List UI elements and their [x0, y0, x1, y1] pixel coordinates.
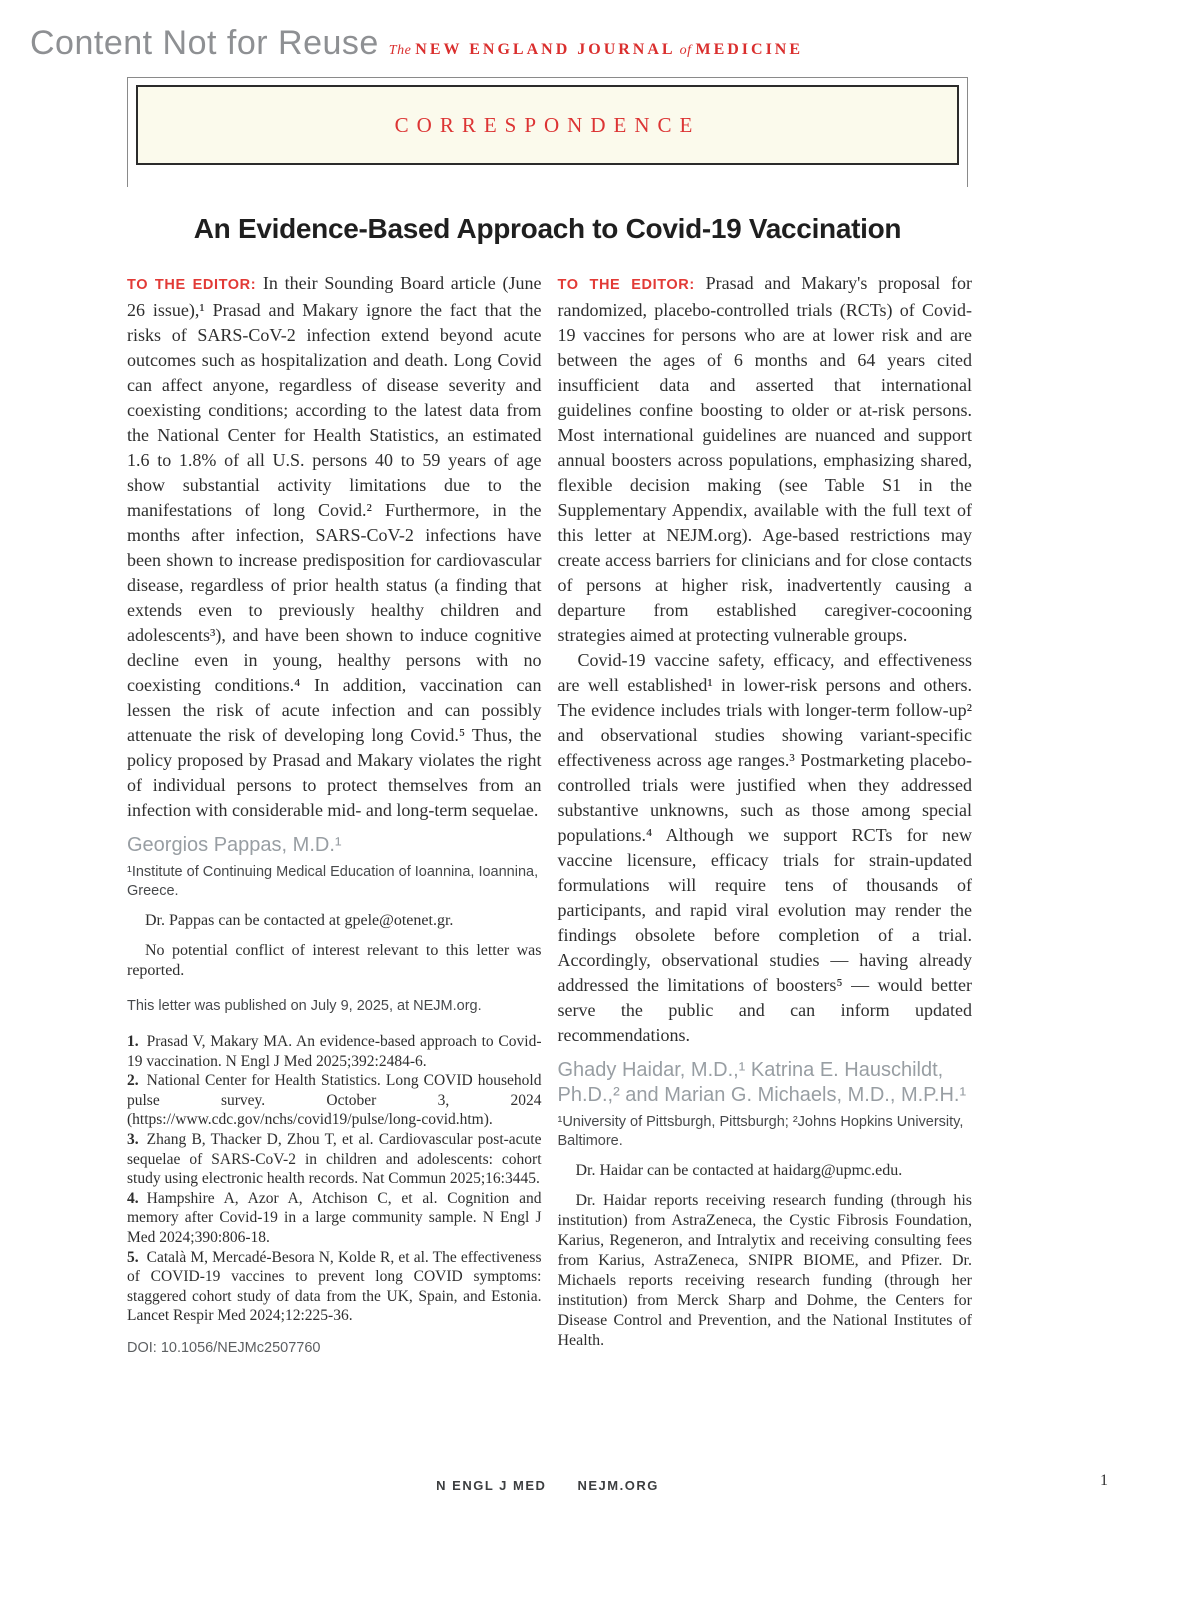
reference-2-text: National Center for Health Statistics. Long COVID household pulse survey. October 3, 2024 (https://www.cdc.gov/nchs/covid19/pulse/long-covid.htm). [127, 1072, 542, 1129]
page-number: 1 [1100, 1472, 1108, 1489]
letter-1-affiliation: ¹Institute of Continuing Medical Education of Ioannina, Ioannina, Greece. [127, 864, 539, 899]
footer-site: NEJM.ORG [577, 1478, 659, 1493]
reference-5-number: 5. [127, 1248, 139, 1266]
letter-2-affiliation: ¹University of Pittsburgh, Pittsburgh; ²Johns Hopkins University, Baltimore. [557, 1114, 964, 1149]
masthead-name1: NEW ENGLAND JOURNAL [415, 41, 676, 58]
masthead-name2: MEDICINE [695, 41, 804, 58]
reference-4 [127, 1189, 542, 1248]
letters-columns [127, 271, 972, 1356]
top-bar [0, 0, 1200, 63]
reference-5 [127, 1248, 542, 1326]
reference-1-text: Prasad V, Makary MA. An evidence-based approach to Covid-19 vaccination. N Engl J Med 2025;392:2484-6. [127, 1033, 542, 1070]
watermark-text: Content Not for Reuse [30, 24, 379, 62]
journal-masthead [389, 41, 803, 59]
letter-1-signature: Georgios Pappas, M.D.¹ [127, 834, 342, 856]
reference-3-number: 3. [127, 1130, 139, 1148]
reference-2-number: 2. [127, 1072, 139, 1090]
masthead-of: of [679, 43, 692, 58]
letter-2-contact: Dr. Haidar can be contacted at haidarg@upmc.edu. [575, 1162, 903, 1179]
letter-2-paragraph-1 [558, 271, 973, 648]
reference-1-number: 1. [127, 1033, 139, 1050]
letter-1-paragraph-1-text: In their Sounding Board article (June 26 issue),¹ Prasad and Makary ignore the fact that the risks of SARS-CoV-2 infection extend beyond acute outcomes such as hospitalization and death. Long Covid can affect anyone, regardless of disease severity and coexisting conditions; according to the latest data from the National Center for Health Statistics, an estimated 1.6 to 1.8% of all U.S. persons 40 to 59 years of age show substantial activity limitations due to the manifestations of long Covid.² Furthermore, in the months after infection, SARS-CoV-2 infections have been shown to increase predisposition for cardiovascular disease, regardless of prior health status (a finding that extends even to previously healthy children and adolescents³), and have been shown to induce cognitive decline even in young, healthy persons with no coexisting conditions.⁴ In addition, vaccination can lessen the risk of acute infection and can possibly attenuate the risk of developing long Covid.⁵ Thus, the policy proposed by Prasad and Makary violates the right of individual persons to protect themselves from an infection with considerable mid- and long-term sequelae. [127, 273, 542, 820]
footer-journal: N ENGL J MED [436, 1478, 547, 1493]
letter-1-published-line: This letter was published on July 9, 2025, at NEJM.org. [127, 998, 482, 1014]
article-title: An Evidence-Based Approach to Covid-19 Vaccination [193, 213, 902, 244]
reference-2 [127, 1071, 542, 1130]
correspondence-banner [136, 85, 959, 165]
correspondence-frame [127, 77, 968, 187]
correspondence-label: CORRESPONDENCE [394, 112, 701, 137]
letter-2-paragraph-1-text: Prasad and Makary's proposal for randomized, placebo-controlled trials (RCTs) of Covid-19 vaccines for persons who are at lower risk and are between the ages of 6 months and 64 years cited insufficient data and asserted that international guidelines confine boosting to older or at-risk persons. Most international guidelines are nuanced and support annual boosters across populations, emphasizing shared, flexible decision making (see Table S1 in the Supplementary Appendix, available with the full text of this letter at NEJM.org). Age-based restrictions may create access barriers for clinicians and for close contacts of persons at higher risk, inadvertently causing a departure from established caregiver-cocooning strategies aimed at protecting vulnerable groups. [557, 273, 973, 645]
reference-1 [127, 1032, 542, 1071]
doi-line: DOI: 10.1056/NEJMc2507760 [127, 1339, 321, 1356]
to-the-editor-label: TO THE EDITOR: [127, 277, 257, 293]
letter-2-paragraph-2: Covid-19 vaccine safety, efficacy, and effectiveness are well established¹ in lower-risk persons and others. The evidence includes trials with longer-term follow-up² and observational studies showing variant-specific effectiveness across age ranges.³ Postmarketing placebo-controlled trials were justified when they addressed substantive unknowns, such as those among special populations.⁴ Although we support RCTs for new vaccine licensure, efficacy trials for strain-updated formulations will require tens of thousands of participants, and rapid viral evolution may render the findings obsolete before completion of a trial. Accordingly, observational studies — having already addressed the limitations of boosters⁵ — would better serve the public and can inform updated recommendations. [557, 650, 972, 1045]
letter-2-signature: Ghady Haidar, M.D.,¹ Katrina E. Hauschildt, Ph.D.,² and Marian G. Michaels, M.D., M.P.H.¹ [557, 1059, 967, 1106]
masthead-the: The [388, 43, 412, 58]
reference-list [127, 1032, 542, 1326]
letter-2-column [558, 271, 973, 1356]
letter-1-paragraph-1 [127, 271, 542, 823]
reference-3-text: Zhang B, Thacker D, Zhou T, et al. Cardiovascular post-acute sequelae of SARS-CoV-2 in children and adolescents: cohort study using electronic health records. Nat Commun 2025;16:3445. [127, 1130, 542, 1188]
reference-4-number: 4. [127, 1189, 139, 1207]
reference-5-text: Català M, Mercadé-Besora N, Kolde R, et al. The effectiveness of COVID-19 vaccines to prevent long COVID symptoms: staggered cohort study of data from the UK, Spain, and Estonia. Lancet Respir Med 2024;12:225-36. [127, 1248, 542, 1325]
letter-2-disclosure: Dr. Haidar reports receiving research funding (through his institution) from AstraZeneca, the Cystic Fibrosis Foundation, Karius, Regeneron, and Intralytix and receiving consulting fees from Karius, AstraZeneca, SNIPR BIOME, and Pfizer. Dr. Michaels reports receiving research funding (through her institution) from Merck Sharp and Dohme, the Centers for Disease Control and Prevention, and the National Institutes of Health. [557, 1192, 972, 1349]
letter-1-column [127, 271, 542, 1356]
letter-1-disclosure: No potential conflict of interest relevant to this letter was reported. [127, 942, 542, 979]
reference-3 [127, 1130, 542, 1189]
letter-1-contact: Dr. Pappas can be contacted at gpele@otenet.gr. [145, 912, 454, 929]
to-the-editor-label: TO THE EDITOR: [557, 277, 695, 293]
page-footer [127, 1478, 968, 1493]
reference-4-text: Hampshire A, Azor A, Atchison C, et al. Cognition and memory after Covid-19 in a large community sample. N Engl J Med 2024;390:806-18. [127, 1189, 542, 1246]
